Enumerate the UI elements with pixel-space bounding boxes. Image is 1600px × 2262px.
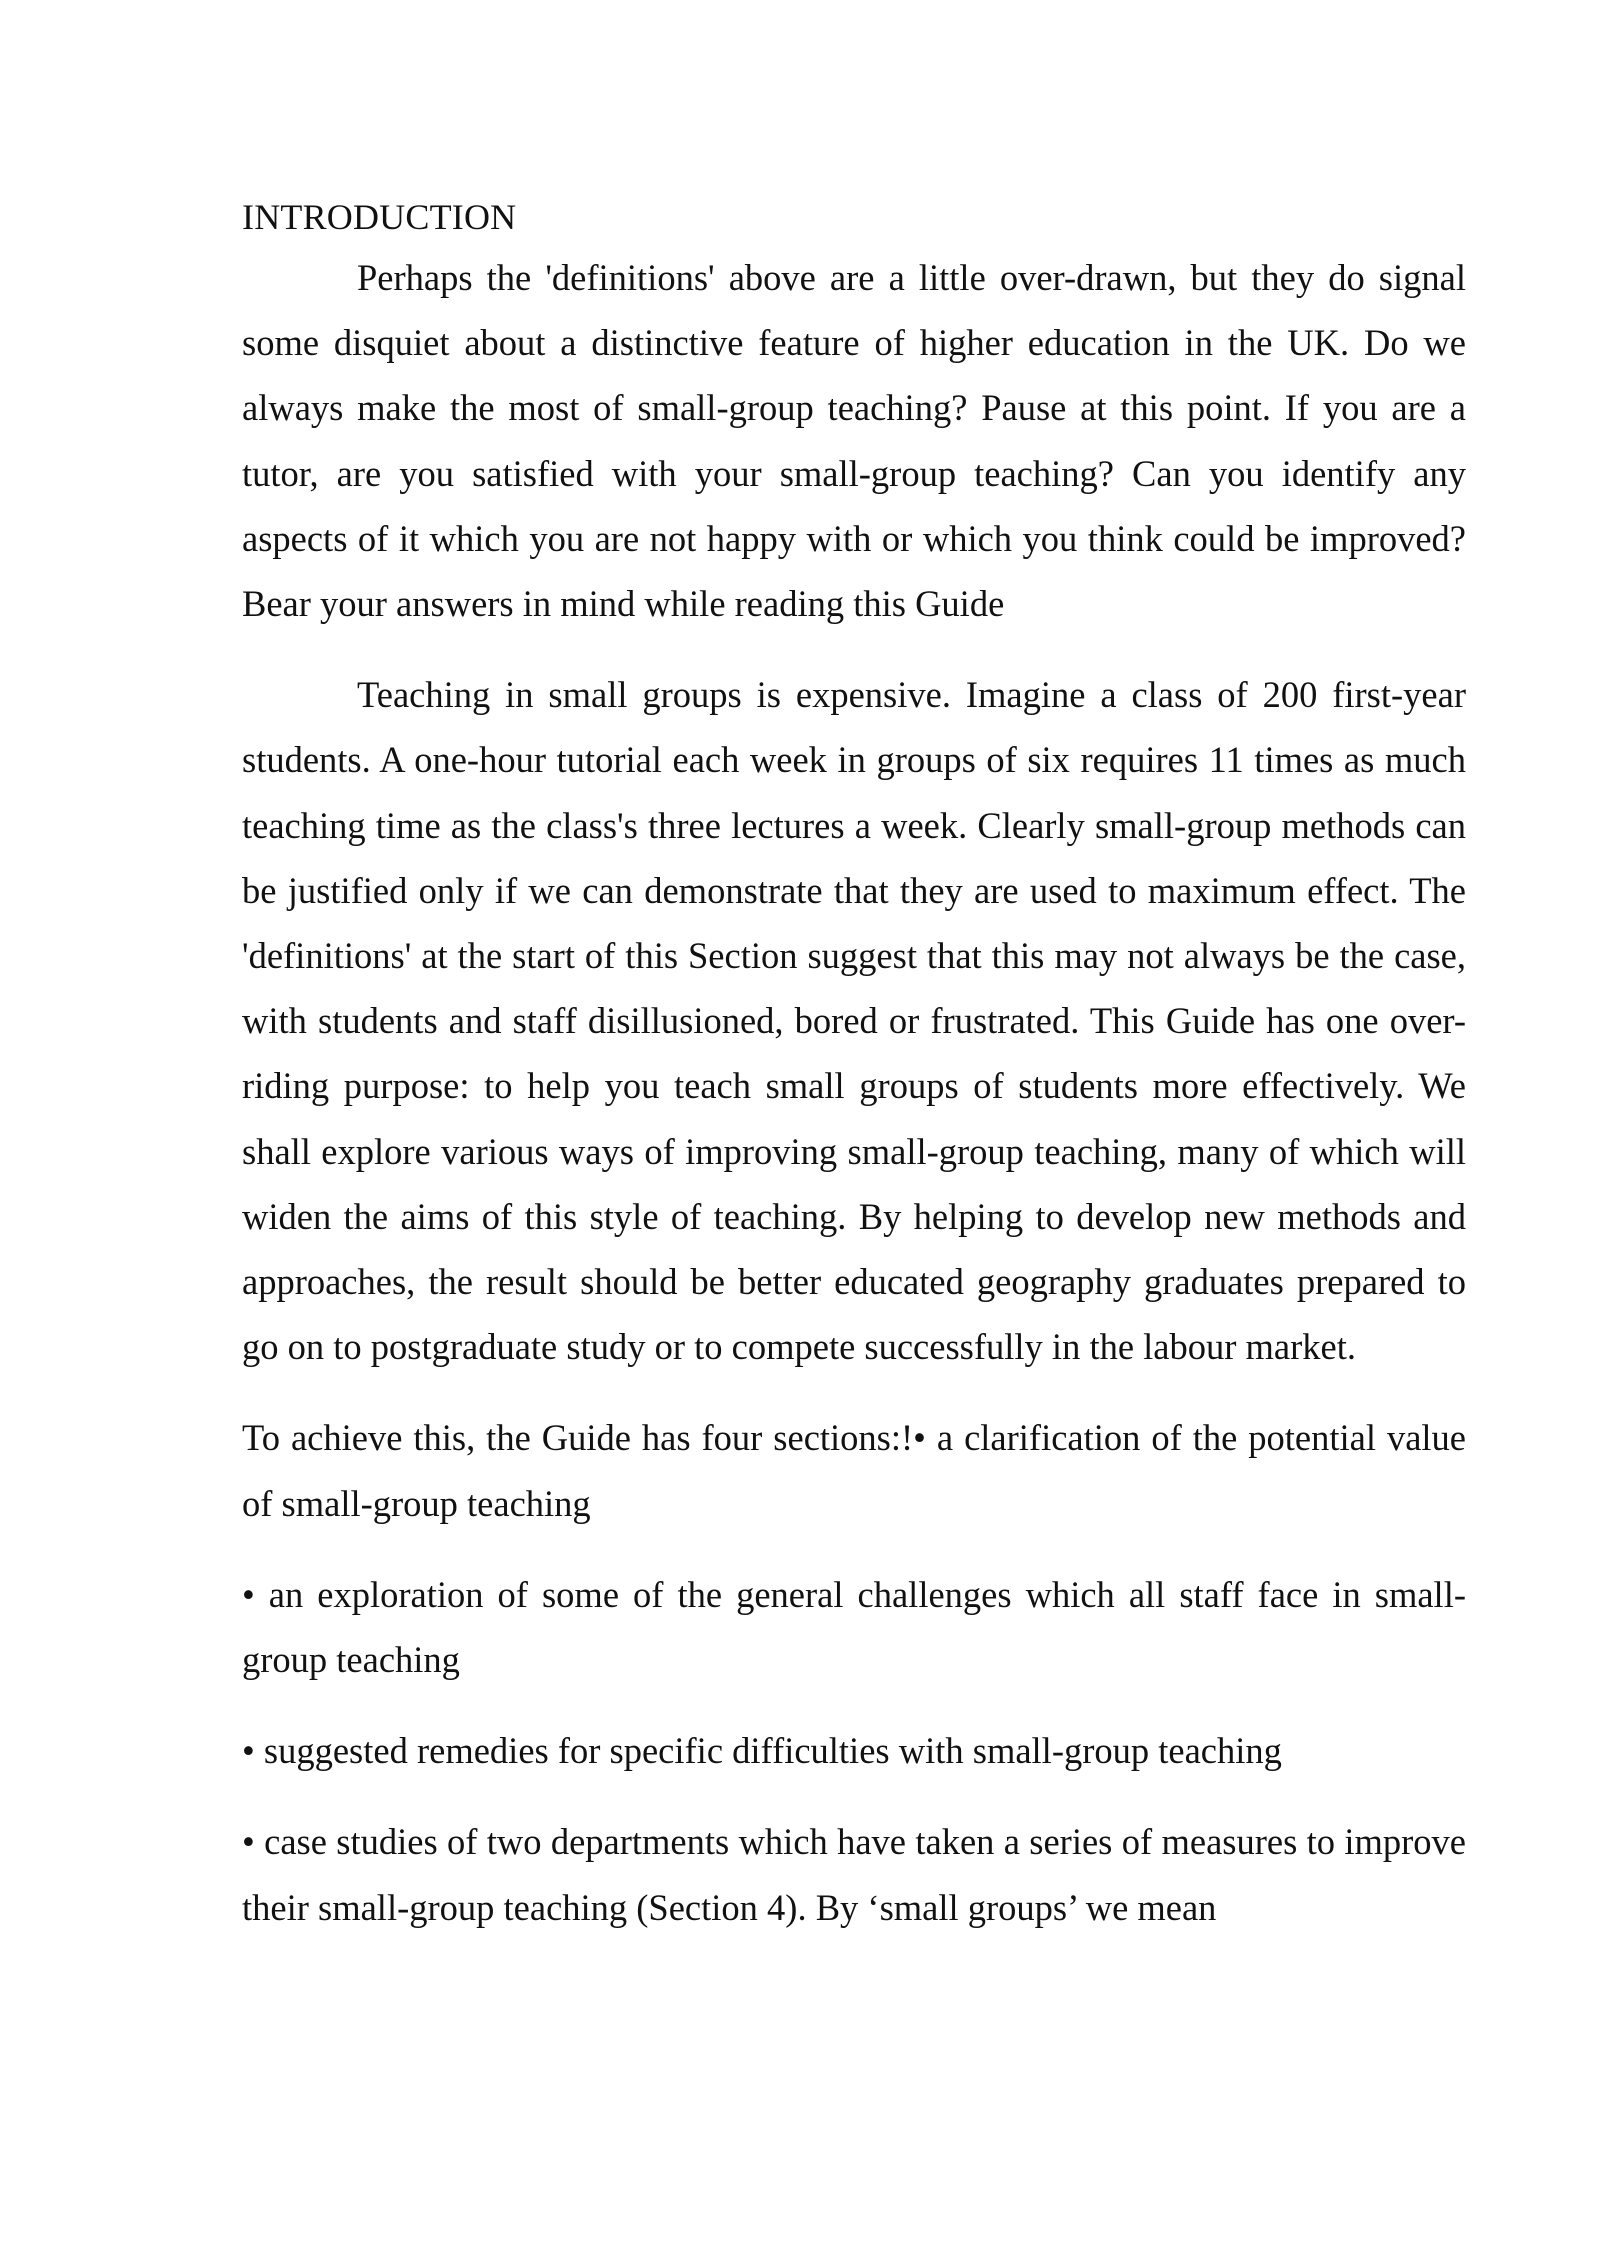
sections-overview-paragraph: To achieve this, the Guide has four sections:!• a clarification of the potential value of small-group teaching — [242, 1417, 1466, 1524]
intro-paragraph-1: Perhaps the 'definitions' above are a little over-drawn, but they do signal some disquiet about a distinctive feature of higher education in the UK. Do we always make the most of small-group teaching? Pause at this point. If you are a tutor, are you satisfied with your small-group teaching? Can you identify any aspects of it which you are not happy with or which you think could be improved? Bear your answers in mind while reading this Guide — [242, 257, 1466, 625]
document-page — [242, 190, 1466, 1940]
bullet-item-remedies: • suggested remedies for specific difficulties with small-group teaching — [242, 1730, 1282, 1772]
bullet-item-challenges: • an exploration of some of the general challenges which all staff face in small-group teaching — [242, 1573, 1466, 1681]
intro-paragraph-2: Teaching in small groups is expensive. Imagine a class of 200 first-year students. A one-hour tutorial each week in groups of six requires 11 times as much teaching time as the class's three lectures a week. Clearly small-group methods can be justified only if we can demonstrate that they are used to maximum effect. The 'definitions' at the start of this Section suggest that this may not always be the case, with students and staff disillusioned, bored or frustrated. This Guide has one over-riding purpose: to help you teach small groups of students more effectively. We shall explore various ways of improving small-group teaching, many of which will widen the aims of this style of teaching. By helping to develop new methods and approaches, the result should be better educated geography graduates prepared to go on to postgraduate study or to compete successfully in the labour market. — [242, 674, 1466, 1368]
bullet-item-case-studies: • case studies of two departments which have taken a series of measures to improve their small-group teaching (Section 4). By ‘small groups’ we mean — [242, 1821, 1466, 1928]
section-heading: INTRODUCTION — [242, 197, 517, 237]
